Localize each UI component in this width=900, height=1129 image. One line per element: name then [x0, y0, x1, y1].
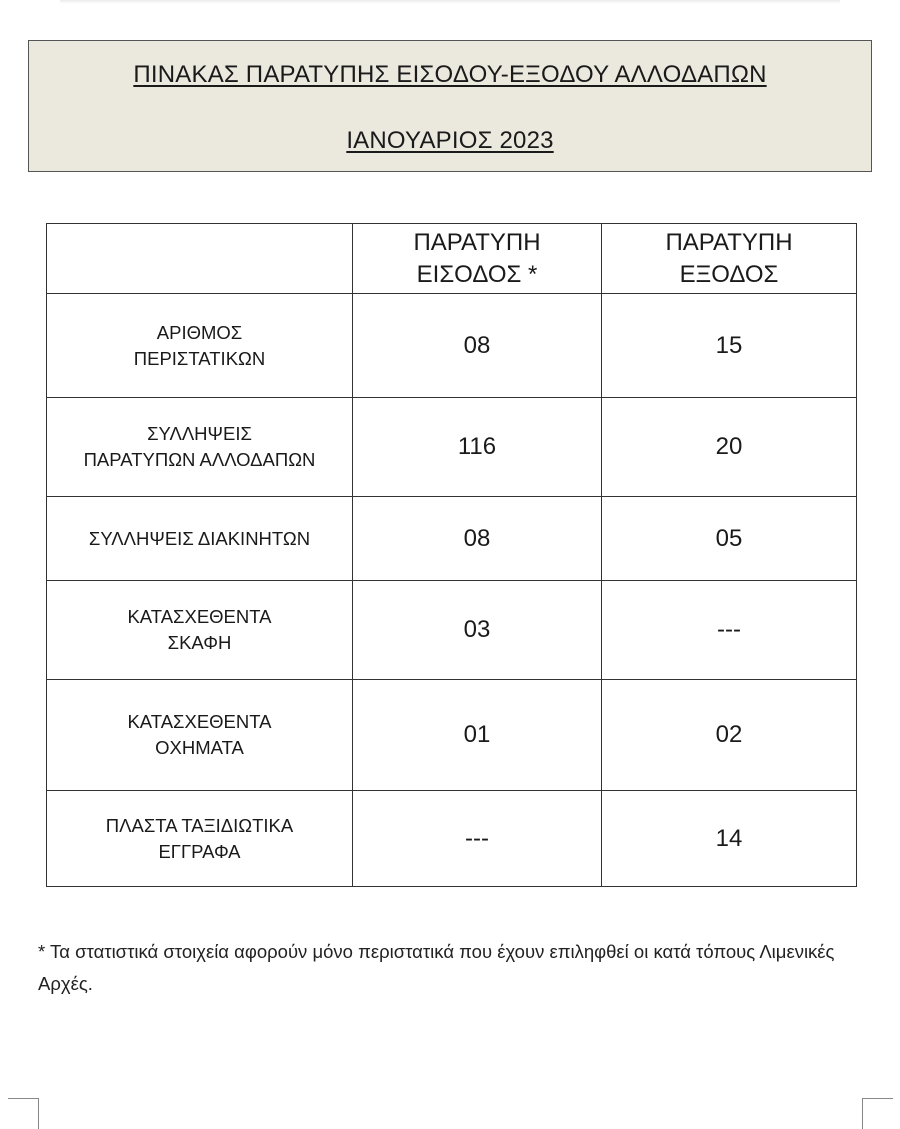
row-label — [47, 791, 353, 887]
row-label-text: ΣΥΛΛΗΨΕΙΣ ΔΙΑΚΙΝΗΤΩΝ — [88, 527, 311, 549]
exit-value: 20 — [602, 398, 857, 497]
table-header-row — [47, 224, 857, 294]
exit-value: 02 — [602, 680, 857, 791]
exit-value: --- — [602, 581, 857, 680]
row-label-text: ΣΥΛΛΗΨΕΙΣ ΠΑΡΑΤΥΠΩΝ ΑΛΛΟΔΑΠΩΝ — [83, 423, 316, 470]
table-row — [47, 294, 857, 398]
header-empty-cell — [47, 224, 353, 294]
page-top-edge — [60, 0, 840, 4]
row-label-text: ΠΛΑΣΤΑ ΤΑΞΙΔΙΩΤΙΚΑ ΕΓΓΡΑΦΑ — [105, 814, 294, 862]
table-row — [47, 581, 857, 680]
row-label — [47, 680, 353, 791]
exit-value: 14 — [602, 791, 857, 887]
row-label-text: ΚΑΤΑΣΧΕΘΕΝΤΑ ΟΧΗΜΑΤΑ — [127, 711, 272, 758]
table-row — [47, 398, 857, 497]
table-row — [47, 680, 857, 791]
exit-value: 05 — [602, 497, 857, 581]
header-irregular-entry — [353, 224, 602, 294]
row-label-text: ΚΑΤΑΣΧΕΘΕΝΤΑ ΣΚΑΦΗ — [127, 606, 272, 653]
statistics-table — [46, 223, 857, 887]
entry-value: --- — [353, 791, 602, 887]
row-label — [47, 497, 353, 581]
title-box — [28, 40, 872, 172]
page-corner-mark-left — [8, 1098, 39, 1129]
header-irregular-exit — [602, 224, 857, 294]
header-irregular-exit-label: ΠΑΡΑΤΥΠΗ ΕΞΟΔΟΣ — [665, 228, 793, 288]
entry-value: 08 — [353, 497, 602, 581]
exit-value: 15 — [602, 294, 857, 398]
row-label — [47, 294, 353, 398]
row-label — [47, 398, 353, 497]
entry-value: 116 — [353, 398, 602, 497]
entry-value: 03 — [353, 581, 602, 680]
entry-value: 01 — [353, 680, 602, 791]
header-irregular-entry-label: ΠΑΡΑΤΥΠΗ ΕΙΣΟΔΟΣ * — [413, 228, 541, 288]
entry-value: 08 — [353, 294, 602, 398]
table-row — [47, 791, 857, 887]
document-period: ΙΑΝΟΥΑΡΙΟΣ 2023 — [346, 127, 554, 154]
row-label — [47, 581, 353, 680]
row-label-text: ΑΡΙΘΜΟΣ ΠΕΡΙΣΤΑΤΙΚΩΝ — [133, 321, 266, 369]
page-corner-mark-right — [862, 1098, 893, 1129]
table-row — [47, 497, 857, 581]
footnote: * Τα στατιστικά στοιχεία αφορούν μόνο περιστατικά που έχουν επιληφθεί οι κατά τόπους Λιμενικές Αρχές. — [38, 941, 835, 994]
document-title: ΠΙΝΑΚΑΣ ΠΑΡΑΤΥΠΗΣ ΕΙΣΟΔΟΥ-ΕΞΟΔΟΥ ΑΛΛΟΔΑΠΩΝ — [133, 61, 767, 88]
